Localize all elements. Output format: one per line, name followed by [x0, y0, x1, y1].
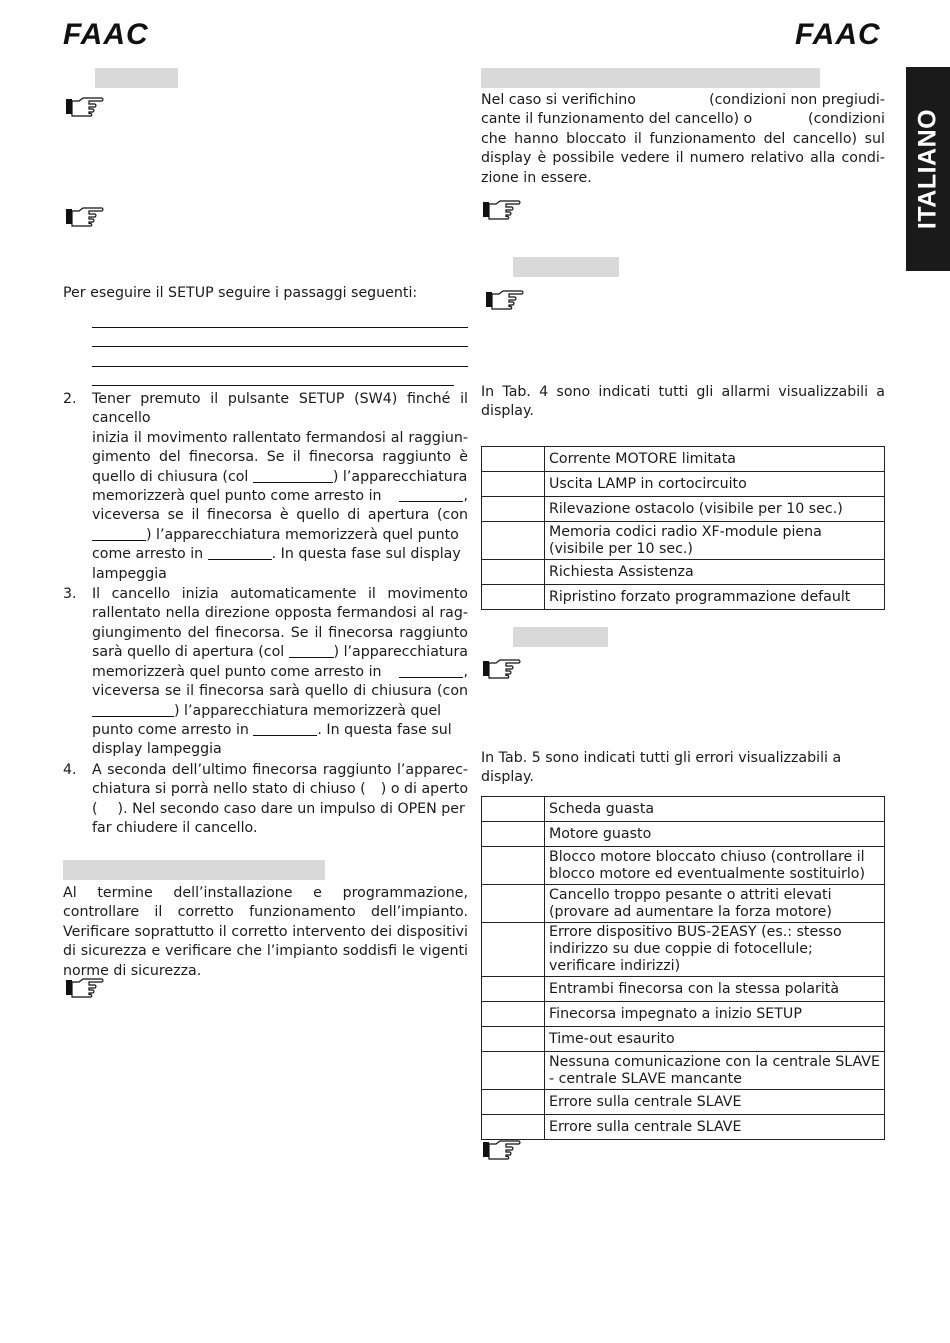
step-line — [92, 487, 468, 506]
step-line — [92, 663, 468, 682]
step-text: . In questa fase sul display — [271, 546, 461, 563]
alarm-code-cell — [482, 585, 545, 610]
rule-line — [92, 366, 468, 367]
step-text: rallentato nella direzione opposta fermandosi al rag- — [92, 605, 468, 622]
alarm-code-cell — [482, 447, 545, 472]
error-description-cell: Errore sulla centrale SLAVE — [545, 1090, 885, 1115]
step-item — [63, 761, 468, 839]
pointing-hand-icon — [482, 658, 522, 680]
error-code-cell — [482, 1115, 545, 1140]
paragraph-text: Nel caso si verifichino — [481, 92, 636, 108]
alarm-code-cell — [482, 522, 545, 560]
status-paragraph — [481, 91, 885, 188]
error-description-cell: Finecorsa impegnato a inizio SETUP — [545, 1002, 885, 1027]
faac-logo-right: FAAC — [795, 18, 881, 51]
blank-field — [253, 721, 317, 736]
step-text: sarà quello di apertura (col — [92, 644, 289, 661]
pointing-hand-icon — [482, 199, 522, 221]
alarms-table — [481, 446, 885, 610]
errors-intro: In Tab. 5 sono indicati tutti gli errori visualizzabili a display. — [481, 750, 842, 786]
blank-field — [399, 663, 463, 678]
alarm-description-cell: Richiesta Assistenza — [545, 560, 885, 585]
error-code-cell — [482, 1027, 545, 1052]
alarm-code-cell — [482, 472, 545, 497]
step-text: ) l’apparecchiatura — [333, 644, 468, 661]
table-row — [482, 472, 885, 497]
error-code-cell — [482, 797, 545, 822]
step-number: 2. — [63, 391, 77, 407]
error-code-cell — [482, 1052, 545, 1090]
step-line — [92, 780, 468, 799]
step-text: ) l’apparecchiatura memorizzerà quel — [174, 702, 442, 719]
step-line — [92, 526, 468, 545]
table-row — [482, 1115, 885, 1140]
test-paragraph: Al termine dell’installazione e programmazione, controllare il corretto funzionamento dell’impianto. Verificare soprattutto il corretto intervento dei dispositivi di sicurezza e verificare che l’impianto soddisfi le vigenti norme di sicurezza. — [63, 885, 468, 979]
step-text: ) l’apparecchiatura memorizzerà quel punto — [146, 526, 459, 543]
error-code-cell — [482, 885, 545, 923]
rule-line — [92, 385, 454, 386]
table-row — [482, 923, 885, 977]
step-text: memorizzerà quel punto come arresto in — [92, 663, 387, 680]
step-text: , — [463, 663, 468, 680]
step-text: display lampeggia — [92, 741, 222, 758]
error-code-cell — [482, 1002, 545, 1027]
alarm-code-cell — [482, 497, 545, 522]
step-text: A seconda dell’ultimo finecorsa raggiunto l’apparec- — [92, 761, 468, 778]
setup-intro: Per eseguire il SETUP seguire i passaggi seguenti: — [63, 285, 418, 301]
faac-logo-left: FAAC — [63, 18, 149, 51]
step-text: chiatura si porrà nello stato di chiuso ( — [92, 781, 366, 798]
paragraph-text: cante il funzionamento del cancello) o — [481, 111, 753, 128]
table-row — [482, 822, 885, 847]
error-code-cell — [482, 923, 545, 977]
paragraph-line — [481, 91, 885, 110]
alarm-description-cell: Corrente MOTORE limitata — [545, 447, 885, 472]
blank-field — [92, 702, 174, 717]
step-item — [63, 585, 468, 760]
step-line — [92, 721, 468, 740]
pointing-hand-icon — [65, 206, 105, 228]
table-row — [482, 1027, 885, 1052]
table-row — [482, 1052, 885, 1090]
step-text: viceversa se il finecorsa sarà quello di chiusura (con — [92, 683, 468, 700]
pointing-hand-icon — [65, 977, 105, 999]
alarm-description-cell: Uscita LAMP in cortocircuito — [545, 472, 885, 497]
step-text: lampeggia — [92, 565, 167, 582]
step-text: Tener premuto il pulsante SETUP (SW4) finché il cancello — [92, 391, 468, 427]
blank-field — [399, 487, 463, 502]
step-number: 4. — [63, 761, 77, 778]
alarm-code-cell — [482, 560, 545, 585]
rule-line — [92, 346, 468, 347]
paragraph-text: che hanno bloccato il funzionamento del cancello) sul — [481, 130, 885, 147]
error-description-cell: Time-out esaurito — [545, 1027, 885, 1052]
alarms-intro: In Tab. 4 sono indicati tutti gli allarmi visualizzabili a display. — [481, 384, 885, 420]
table-row — [482, 885, 885, 923]
language-side-tab — [906, 67, 950, 271]
error-description-cell: Scheda guasta — [545, 797, 885, 822]
error-description-cell: Errore sulla centrale SLAVE — [545, 1115, 885, 1140]
step-text: ( — [92, 800, 98, 817]
step-line — [92, 800, 468, 819]
rule-line — [92, 327, 468, 328]
table-row — [482, 977, 885, 1002]
paragraph-text: (condizioni — [808, 111, 885, 128]
step-text: punto come arresto in — [92, 721, 254, 738]
step-text: ). Nel secondo caso dare un impulso di OPEN per — [117, 800, 465, 817]
table-row — [482, 797, 885, 822]
step-text: quello di chiusura (col — [92, 468, 253, 485]
errors-table — [481, 796, 885, 1140]
error-description-cell: Blocco motore bloccato chiuso (controllare il blocco motore ed eventualmente sostituirlo) — [545, 847, 885, 885]
alarm-description-cell: Memoria codici radio XF-module piena (visibile per 10 sec.) — [545, 522, 885, 560]
section-heading-bar — [63, 860, 325, 880]
blank-field — [253, 468, 333, 483]
step-text: ) o di aperto — [380, 781, 468, 798]
paragraph-text: display è possibile vedere il numero relativo alla condi- — [481, 150, 885, 167]
step-line — [92, 702, 468, 721]
language-label: ITALIANO — [913, 108, 942, 230]
paragraph-text: zione in essere. — [481, 169, 592, 186]
step-text: come arresto in — [92, 546, 208, 563]
error-description-cell: Motore guasto — [545, 822, 885, 847]
paragraph-line — [481, 110, 885, 129]
step-number: 3. — [63, 586, 77, 603]
step-text: Il cancello inizia automaticamente il movimento — [92, 586, 468, 603]
error-code-cell — [482, 977, 545, 1002]
table-row — [482, 447, 885, 472]
table-row — [482, 1090, 885, 1115]
error-code-cell — [482, 847, 545, 885]
section-heading-bar — [513, 627, 608, 647]
section-heading-bar — [513, 257, 619, 277]
step-text: gimento del finecorsa. Se il finecorsa raggiunto è — [92, 449, 468, 466]
error-code-cell — [482, 822, 545, 847]
table-row — [482, 847, 885, 885]
table-row — [482, 1002, 885, 1027]
error-description-cell: Errore dispositivo BUS-2EASY (es.: stesso indirizzo su due coppie di fotocellule; verificare indirizzi) — [545, 923, 885, 977]
setup-steps-list — [63, 390, 468, 838]
step-text: memorizzerà quel punto come arresto in — [92, 488, 387, 505]
step-text: . In questa fase sul — [317, 721, 452, 738]
error-code-cell — [482, 1090, 545, 1115]
error-description-cell: Nessuna comunicazione con la centrale SLAVE - centrale SLAVE mancante — [545, 1052, 885, 1090]
blank-field — [208, 545, 272, 560]
step-text: giungimento del finecorsa. Se il finecorsa raggiunto — [92, 624, 468, 641]
alarm-description-cell: Rilevazione ostacolo (visibile per 10 sec.) — [545, 497, 885, 522]
section-heading-bar — [481, 68, 820, 88]
table-row — [482, 522, 885, 560]
blank-field — [92, 526, 146, 541]
step-line — [92, 643, 468, 662]
section-heading-bar — [95, 68, 178, 88]
alarm-description-cell: Ripristino forzato programmazione default — [545, 585, 885, 610]
step-text: far chiudere il cancello. — [92, 819, 258, 836]
step-text: , — [463, 488, 468, 505]
table-row — [482, 560, 885, 585]
step-item — [63, 390, 468, 584]
error-description-cell: Cancello troppo pesante o attriti elevati (provare ad aumentare la forza motore) — [545, 885, 885, 923]
step-text: viceversa se il finecorsa è quello di apertura (con — [92, 507, 468, 524]
step-line — [92, 545, 468, 564]
step-text: ) l’apparecchiatura — [332, 468, 468, 485]
table-row — [482, 497, 885, 522]
step-line — [92, 468, 468, 487]
pointing-hand-icon — [482, 1139, 522, 1161]
pointing-hand-icon — [485, 289, 525, 311]
pointing-hand-icon — [65, 96, 105, 118]
blank-field — [289, 643, 334, 658]
table-row — [482, 585, 885, 610]
step-text: inizia il movimento rallentato fermandosi al raggiun- — [92, 429, 468, 446]
paragraph-text: (condizioni non pregiudi- — [709, 92, 885, 108]
error-description-cell: Entrambi finecorsa con la stessa polarità — [545, 977, 885, 1002]
